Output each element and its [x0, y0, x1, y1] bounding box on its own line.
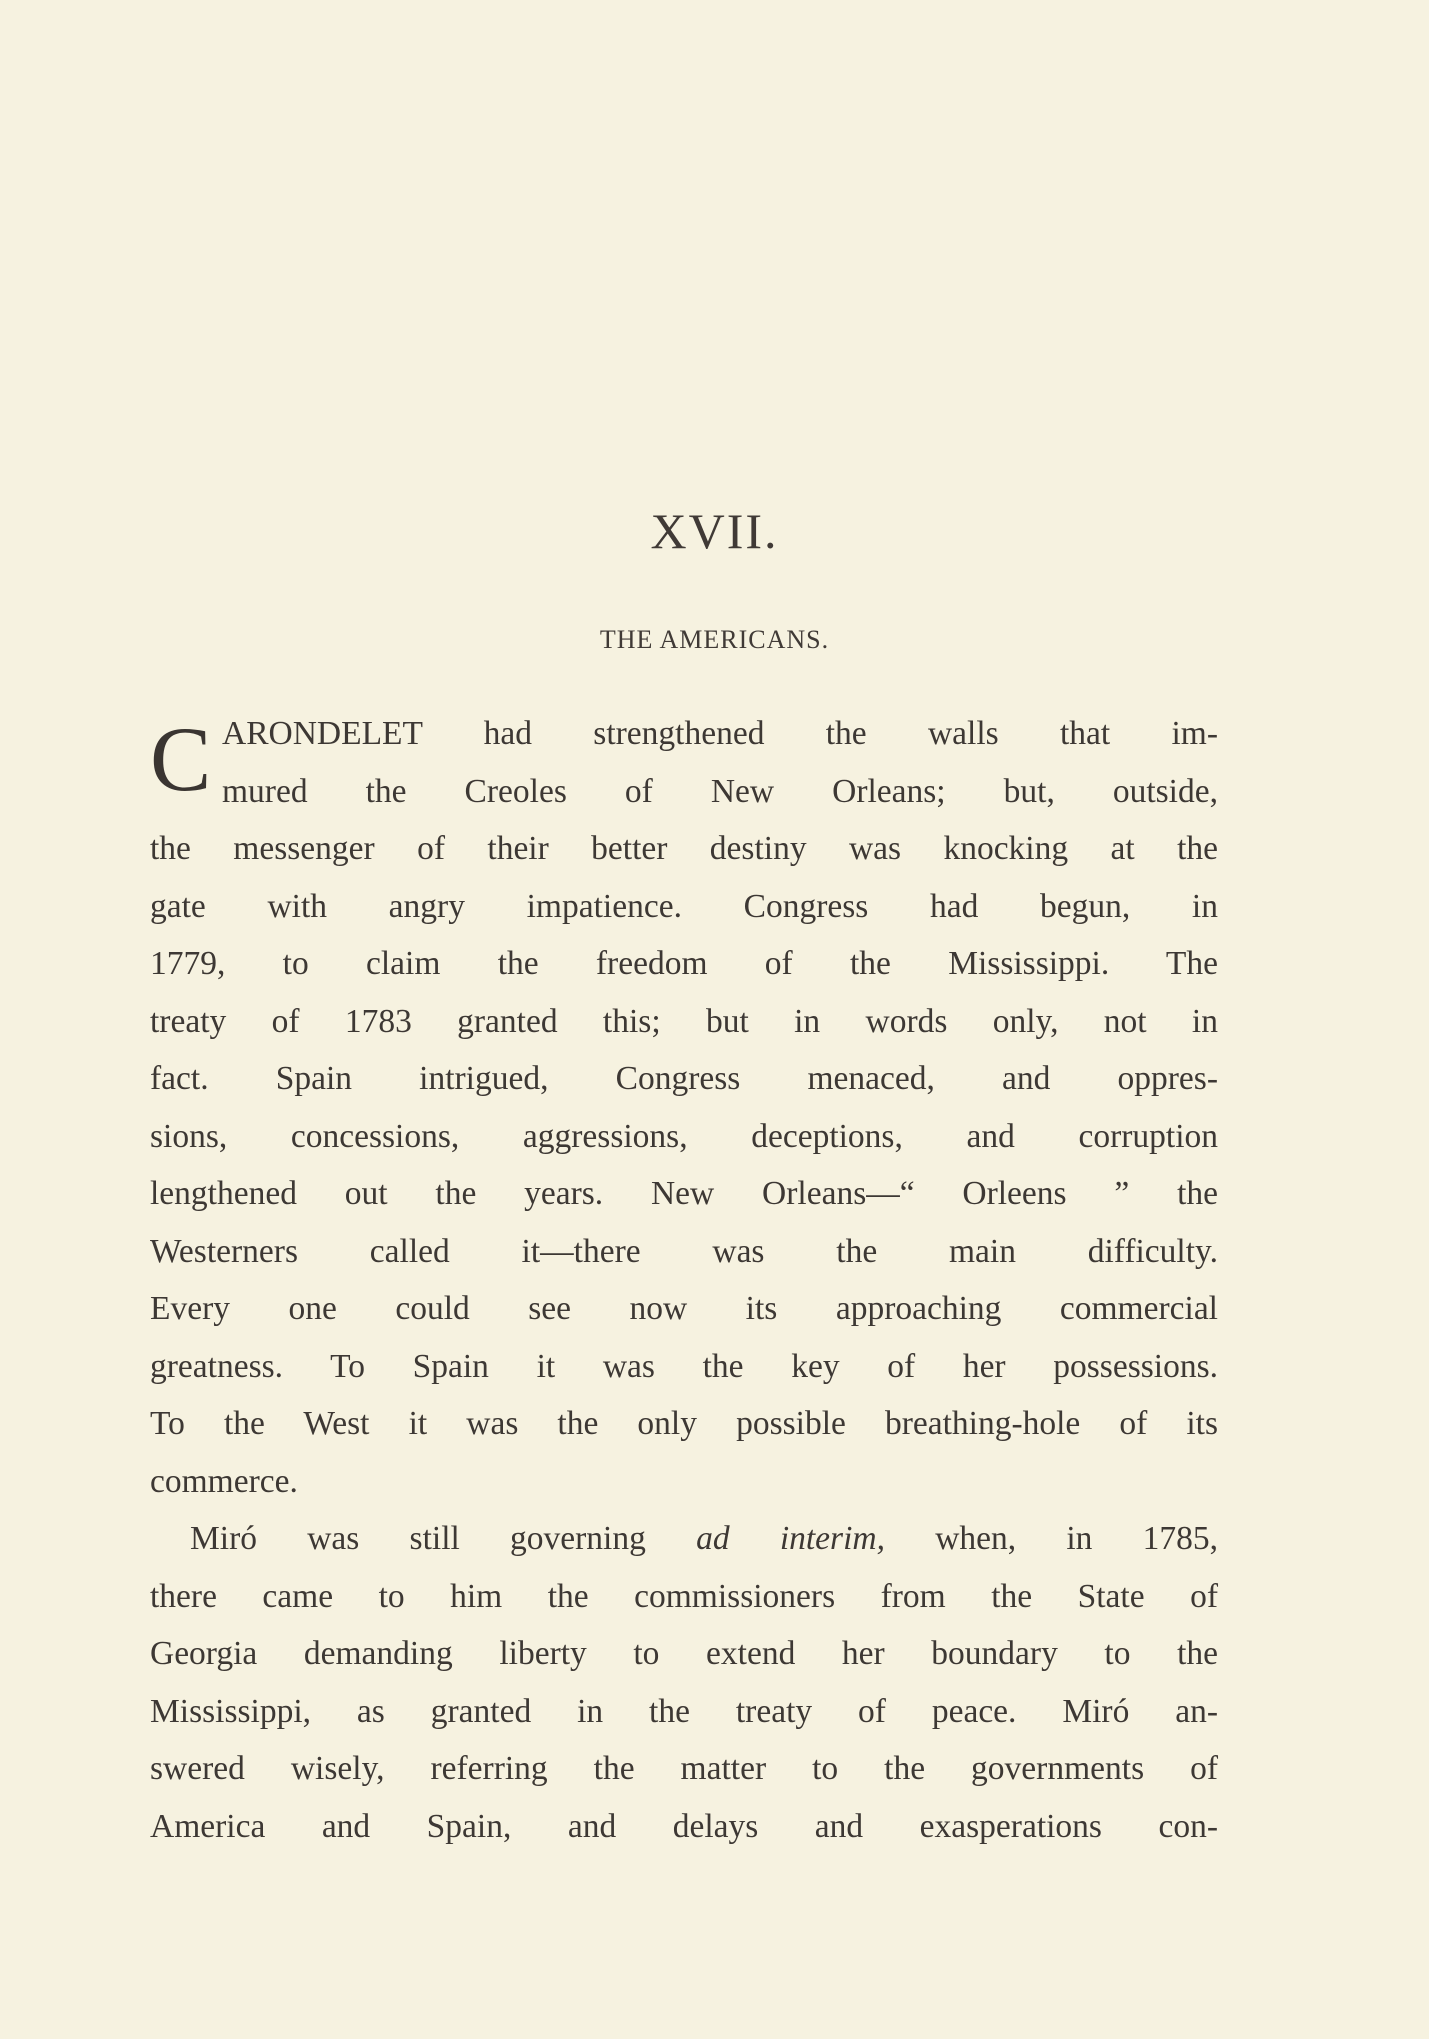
- body-text: [150, 705, 1218, 1855]
- text-line: swered wisely, referring the matter to the governments of: [150, 1750, 1218, 1787]
- text-line: there came to him the commissioners from the State of: [150, 1577, 1218, 1615]
- text-line: treaty of 1783 granted this; but in words only, not in: [150, 1002, 1218, 1040]
- text-line: To the West it was the only possible breathing-hole of its: [150, 1405, 1218, 1442]
- text-line: fact. Spain intrigued, Congress menaced, and oppres-: [150, 1060, 1218, 1097]
- text-line: the messenger of their better destiny was knocking at the: [150, 830, 1218, 867]
- text-line: ARONDELET had strengthened the walls that im-: [222, 715, 1218, 752]
- italic-phrase: ad interim,: [696, 1520, 885, 1557]
- drop-cap: C: [150, 708, 212, 810]
- text-line: commerce.: [150, 1462, 298, 1500]
- text-line: Georgia demanding liberty to extend her boundary to the: [150, 1635, 1218, 1672]
- text-line: sions, concessions, aggressions, deceptions, and corruption: [150, 1117, 1218, 1155]
- text-line: Every one could see now its approaching commercial: [150, 1290, 1218, 1327]
- text-line: America and Spain, and delays and exasperations con-: [150, 1807, 1218, 1845]
- text-line: [150, 1510, 1218, 1568]
- text-line: greatness. To Spain it was the key of her possessions.: [150, 1347, 1218, 1385]
- text-line: lengthened out the years. New Orleans—“ Orleens ” the: [150, 1175, 1218, 1212]
- text-line: Mississippi, as granted in the treaty of peace. Miró an-: [150, 1692, 1218, 1730]
- text-segment: Miró was still governing: [190, 1520, 646, 1557]
- text-segment: when, in 1785,: [935, 1520, 1219, 1557]
- text-line: Westerners called it—there was the main difficulty.: [150, 1232, 1218, 1270]
- text-line: mured the Creoles of New Orleans; but, outside,: [222, 772, 1218, 810]
- chapter-number: XVII.: [650, 503, 779, 559]
- text-line: 1779, to claim the freedom of the Mississippi. The: [150, 945, 1218, 982]
- chapter-title: THE AMERICANS.: [599, 625, 830, 654]
- text-line: gate with angry impatience. Congress had begun, in: [150, 887, 1218, 925]
